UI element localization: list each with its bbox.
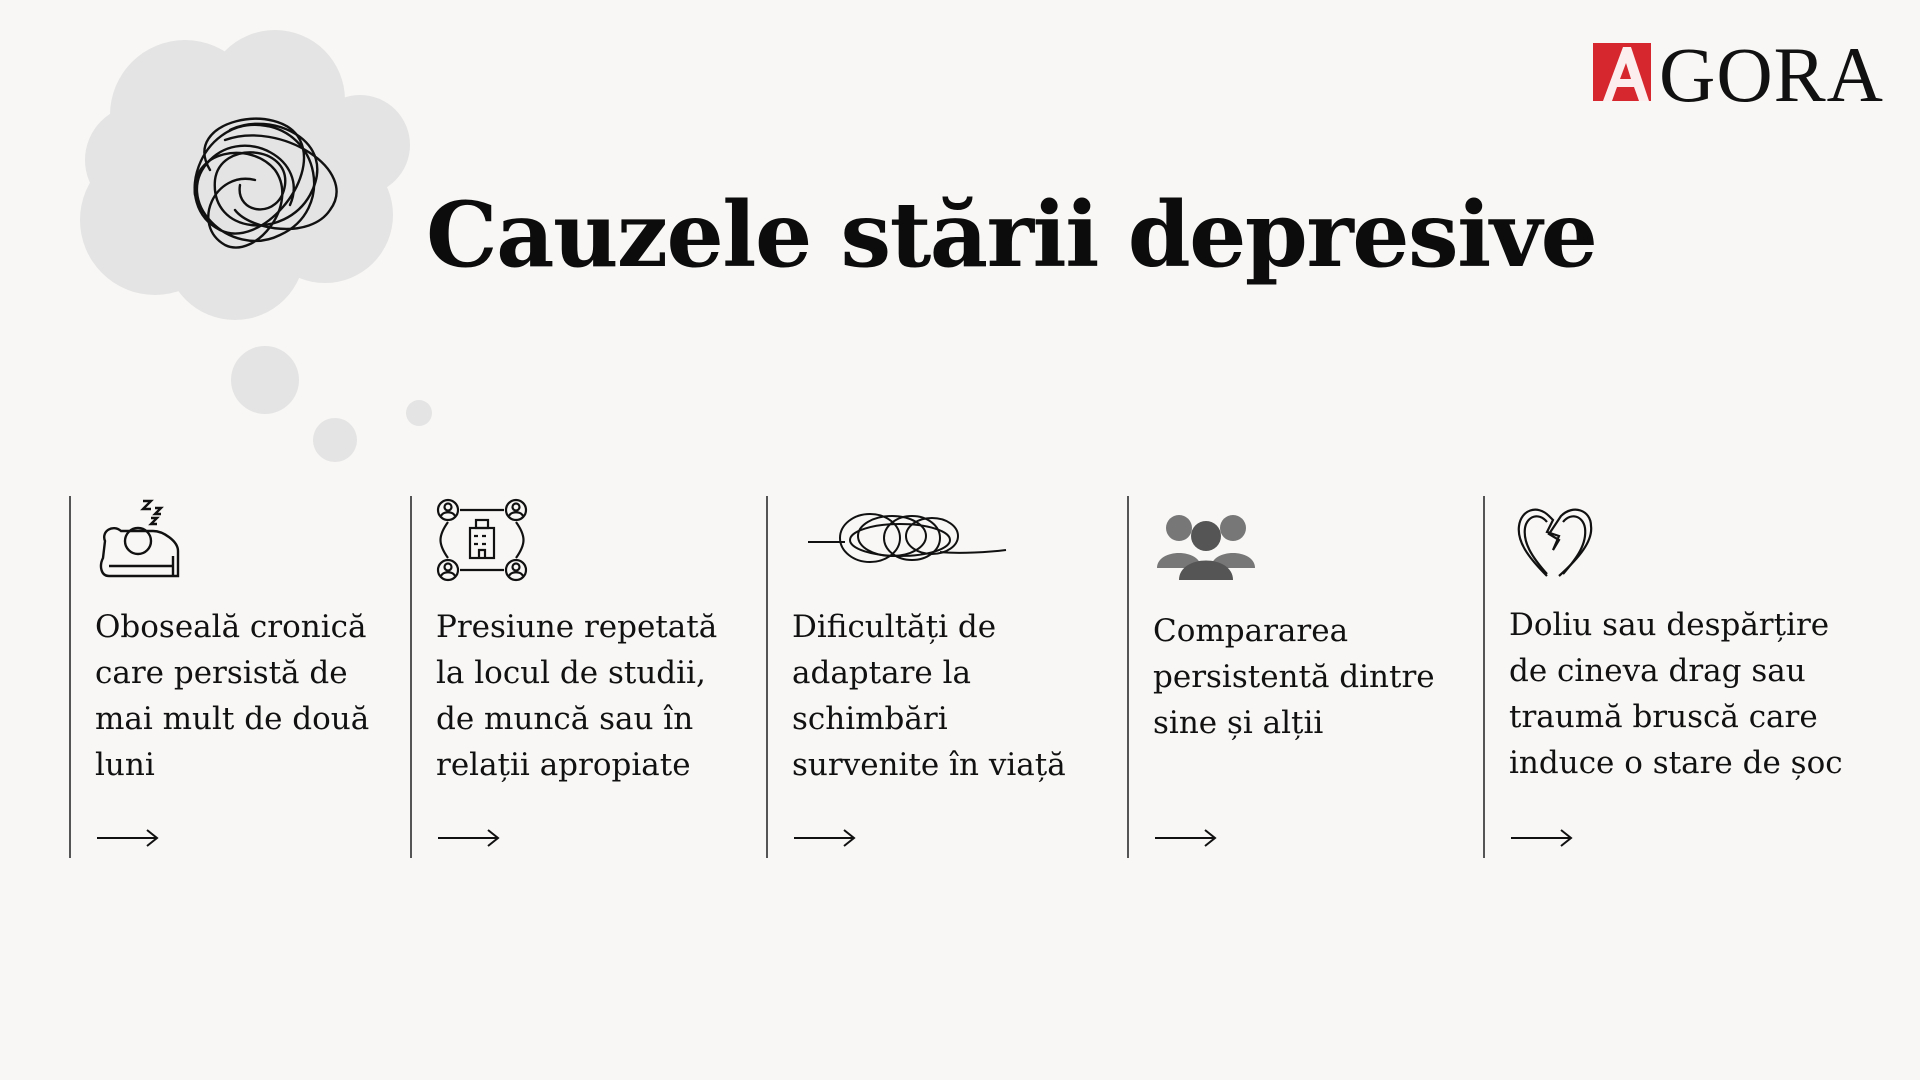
cause-text: Dificultăți de adaptare la schimbări survenite în viață [792,609,1066,783]
people-network-building-icon [434,496,544,586]
cause-card [1483,496,1843,858]
tangled-line-icon [790,496,1010,586]
logo-mark [1593,43,1651,101]
thought-cloud-illustration [60,20,440,470]
group-silhouette-icon [1151,496,1261,586]
page-title: Cauzele stării depresive [426,182,1597,288]
cause-card [410,496,718,858]
arrow-right-icon[interactable] [792,826,858,850]
sleep-zzz-icon [93,496,203,586]
arrow-right-icon[interactable] [436,826,502,850]
cause-card [1127,496,1435,858]
cause-text: Presiune repetată la locul de studii, de muncă sau în relații apropiate [436,609,718,783]
cause-text: Doliu sau despărțire de cineva drag sau traumă bruscă care induce o stare de șoc [1509,607,1843,781]
cause-card [766,496,1066,858]
logo-wordmark: GORA [1659,31,1885,118]
arrow-right-icon[interactable] [1509,826,1575,850]
cause-card [69,496,370,858]
arrow-right-icon[interactable] [1153,826,1219,850]
broken-heart-icon [1507,496,1617,586]
agora-logo [1593,31,1893,118]
cause-text: Compararea persistentă dintre sine și alții [1153,613,1435,741]
cause-text: Oboseală cronică care persistă de mai mult de două luni [95,609,370,783]
arrow-right-icon[interactable] [95,826,161,850]
